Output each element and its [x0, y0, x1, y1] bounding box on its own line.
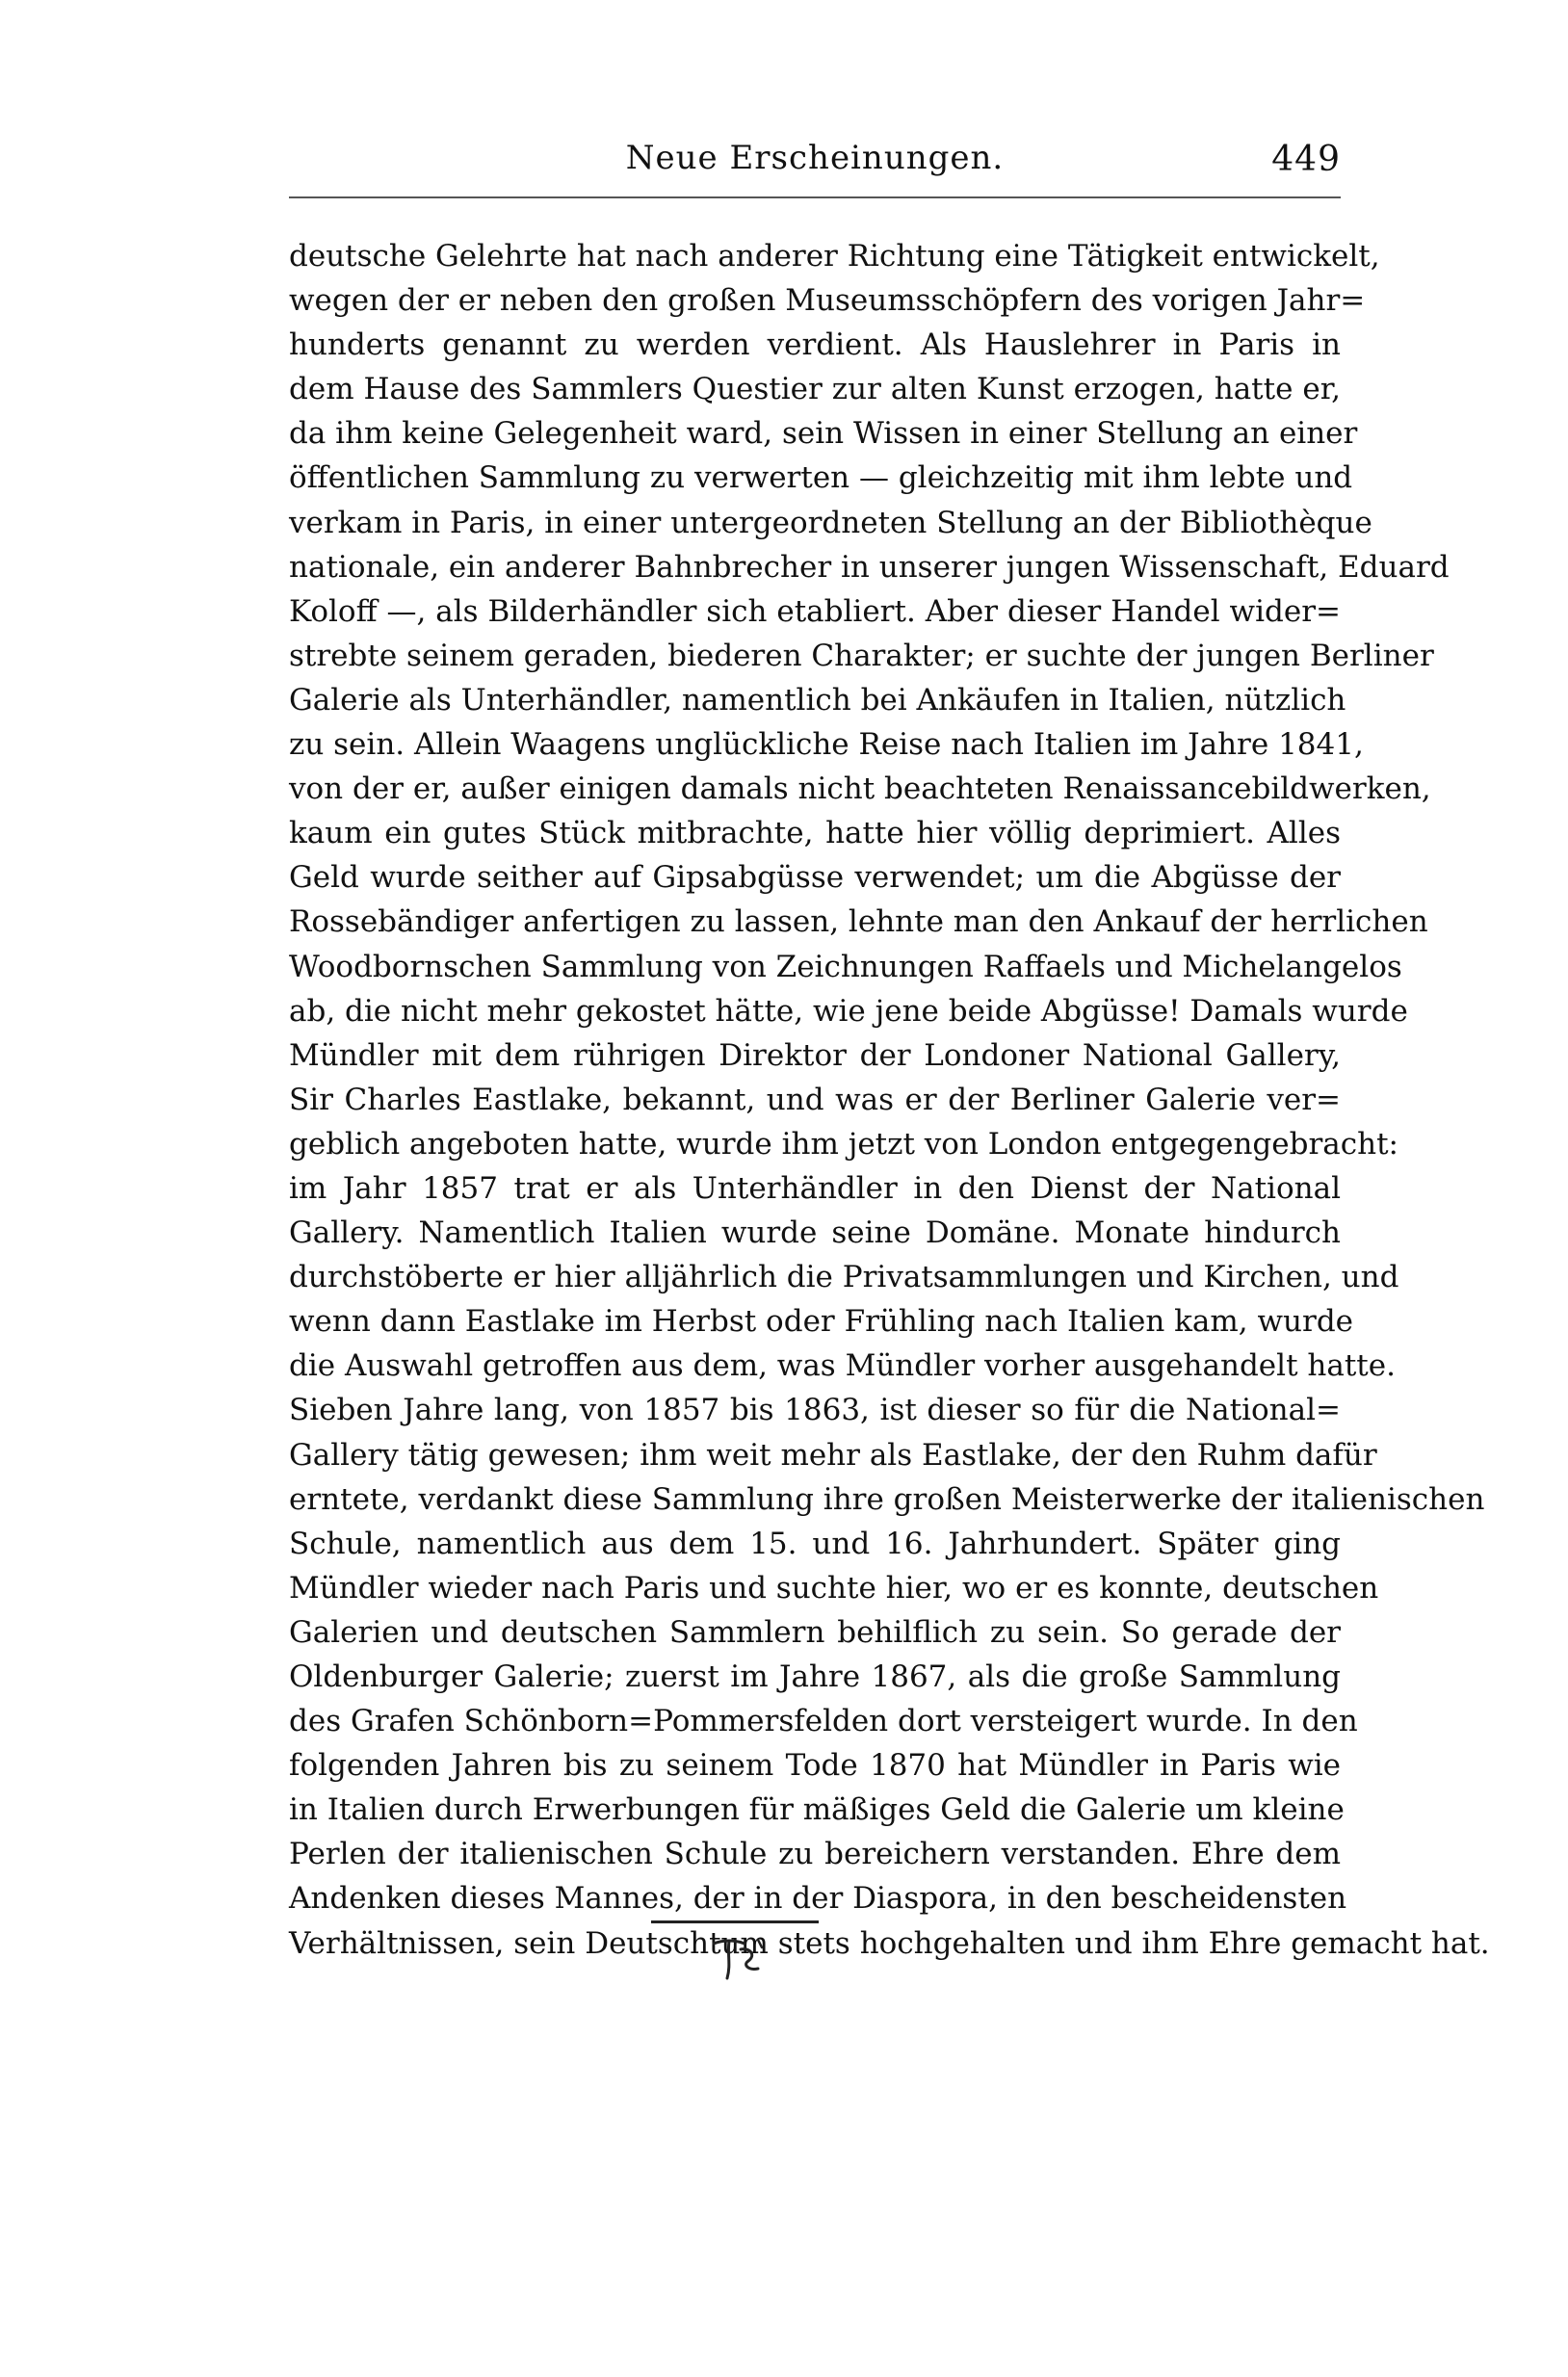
- text-line: Woodbornschen Sammlung von Zeichnungen Raffaels und Michelangelos: [289, 949, 1402, 984]
- text-line: hunderts genannt zu werden verdient. Als Hauslehrer in Paris in: [289, 327, 1341, 363]
- text-line: verkam in Paris, in einer untergeordneten Stellung an der Bibliothèque: [289, 505, 1372, 540]
- text-line: kaum ein gutes Stück mitbrachte, hatte hier völlig deprimiert. Alles: [289, 816, 1341, 851]
- text-line: in Italien durch Erwerbungen für mäßiges Geld die Galerie um kleine: [289, 1792, 1345, 1828]
- text-line: Oldenburger Galerie; zuerst im Jahre 1867, als die große Sammlung: [289, 1659, 1341, 1694]
- text-line: Mündler mit dem rührigen Direktor der Londoner National Gallery,: [289, 1037, 1341, 1073]
- text-line: strebte seinem geraden, biederen Charakter; er suchte der jungen Berliner: [289, 638, 1434, 673]
- text-line: erntete, verdankt diese Sammlung ihre großen Meisterwerke der italienischen: [289, 1481, 1485, 1517]
- text-line: öffentlichen Sammlung zu verwerten — gleichzeitig mit ihm lebte und: [289, 460, 1353, 496]
- text-line: Schule, namentlich aus dem 15. und 16. Jahrhundert. Später ging: [289, 1526, 1341, 1561]
- text-line: wegen der er neben den großen Museumsschöpfern des vorigen Jahr=: [289, 283, 1366, 319]
- text-line: die Auswahl getroffen aus dem, was Mündler vorher ausgehandelt hatte.: [289, 1348, 1396, 1384]
- text-line: Gallery. Namentlich Italien wurde seine Domäne. Monate hindurch: [289, 1215, 1341, 1251]
- text-line: im Jahr 1857 trat er als Unterhändler in den Dienst der National: [289, 1170, 1341, 1206]
- end-rule: [651, 1920, 819, 1923]
- text-line: Sir Charles Eastlake, bekannt, und was er der Berliner Galerie ver=: [289, 1082, 1341, 1117]
- text-line: Andenken dieses Mannes, der in der Diaspora, in den bescheidensten: [289, 1881, 1347, 1917]
- printer-mark-icon: [706, 1930, 768, 1988]
- text-line: da ihm keine Gelegenheit ward, sein Wissen in einer Stellung an einer: [289, 416, 1358, 452]
- header-rule: [289, 196, 1341, 198]
- page-number: 449: [1271, 140, 1341, 179]
- text-line: Galerien und deutschen Sammlern behilflich zu sein. So gerade der: [289, 1614, 1341, 1650]
- text-line: geblich angeboten hatte, wurde ihm jetzt von London entgegengebracht:: [289, 1126, 1398, 1162]
- text-line: von der er, außer einigen damals nicht beachteten Renaissancebildwerken,: [289, 771, 1431, 807]
- text-line: wenn dann Eastlake im Herbst oder Frühling nach Italien kam, wurde: [289, 1304, 1354, 1340]
- text-line: des Grafen Schönborn=Pommersfelden dort versteigert wurde. In den: [289, 1704, 1358, 1739]
- text-line: Gallery tätig gewesen; ihm weit mehr als Eastlake, der den Ruhm dafür: [289, 1437, 1377, 1473]
- text-line: Geld wurde seither auf Gipsabgüsse verwendet; um die Abgüsse der: [289, 860, 1341, 896]
- running-title: Neue Erscheinungen.: [625, 139, 1005, 177]
- text-line: Sieben Jahre lang, von 1857 bis 1863, ist dieser so für die National=: [289, 1393, 1341, 1428]
- text-line: Verhältnissen, sein Deutschtum stets hochgehalten und ihm Ehre gemacht hat.: [289, 1925, 1490, 1961]
- text-line: Galerie als Unterhändler, namentlich bei Ankäufen in Italien, nützlich: [289, 682, 1346, 718]
- text-line: Rossebändiger anfertigen zu lassen, lehnte man den Ankauf der herrlichen: [289, 904, 1428, 940]
- text-line: deutsche Gelehrte hat nach anderer Richtung eine Tätigkeit entwickelt,: [289, 239, 1380, 274]
- text-line: folgenden Jahren bis zu seinem Tode 1870 hat Mündler in Paris wie: [289, 1748, 1341, 1784]
- text-line: Perlen der italienischen Schule zu bereichern verstanden. Ehre dem: [289, 1837, 1341, 1872]
- text-line: Koloff —, als Bilderhändler sich etabliert. Aber dieser Handel wider=: [289, 593, 1341, 629]
- text-line: nationale, ein anderer Bahnbrecher in unserer jungen Wissenschaft, Eduard: [289, 549, 1450, 585]
- text-line: dem Hause des Sammlers Questier zur alten Kunst erzogen, hatte er,: [289, 372, 1341, 407]
- running-head: [289, 137, 1341, 191]
- text-line: zu sein. Allein Waagens unglückliche Reise nach Italien im Jahre 1841,: [289, 727, 1364, 763]
- body-text: [289, 234, 1490, 1966]
- text-line: durchstöberte er hier alljährlich die Privatsammlungen und Kirchen, und: [289, 1260, 1399, 1295]
- text-line: ab, die nicht mehr gekostet hätte, wie jene beide Abgüsse! Damals wurde: [289, 993, 1408, 1029]
- text-line: Mündler wieder nach Paris und suchte hier, wo er es konnte, deutschen: [289, 1570, 1379, 1606]
